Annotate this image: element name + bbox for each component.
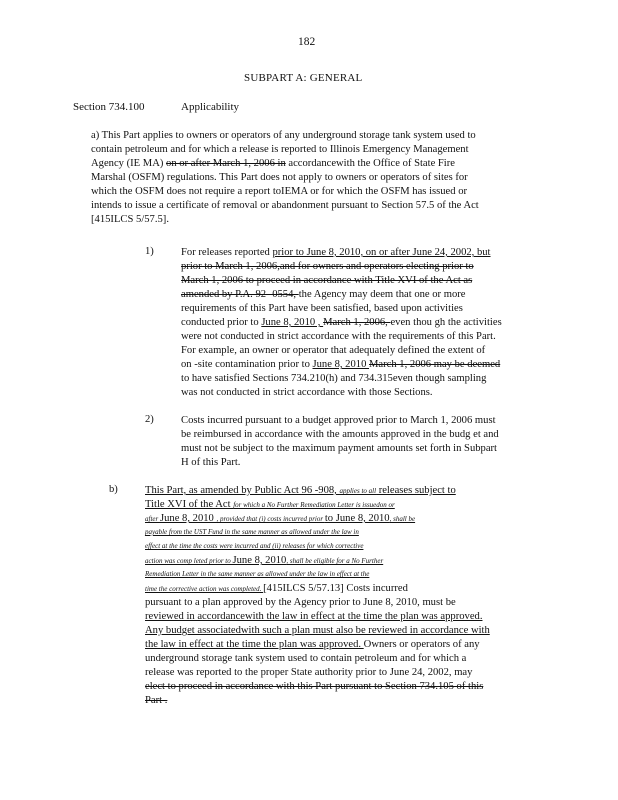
inserted-line: action was comp leted prior to June 8, 2010, shall be eligible for a No Further: [145, 555, 384, 566]
inserted-text: June 8, 2010 ,: [261, 317, 324, 328]
text-line: underground storage tank system used to contain petroleum and for which a: [145, 653, 467, 664]
deleted-text: March 1, 2006 may be deemed: [369, 359, 501, 370]
text-line: Costs incurred pursuant to a budget approved prior to March 1, 2006 must: [181, 415, 496, 426]
text-line: pursuant to a plan approved by the Agency prior to June 8, 2010, must be: [145, 597, 456, 608]
item-label: b): [109, 484, 118, 495]
text-line: be reimbursed in accordance with the amounts approved in the budg et and: [181, 429, 499, 440]
text-line: the law in effect at the time the plan was approved. Owners or operators of any: [145, 639, 480, 650]
text-line: intends to issue a certificate of removal or abandonment pursuant to Section 57.5 of the Act: [91, 200, 479, 211]
text-line: on -site contamination prior to June 8, 2010 March 1, 2006 may be deemed: [181, 359, 501, 370]
text-line: were not conducted in strict accordance with the requirements of this Part.: [181, 331, 496, 342]
inserted-text: June 8, 2010: [312, 359, 370, 370]
text-line: a) This Part applies to owners or operators of any underground storage tank system used to: [91, 130, 476, 141]
deleted-text: amended by P.A. 92 -0554,: [181, 289, 299, 300]
inserted-line: payable from the UST Fund in the same manner as allowed under the law in: [145, 528, 359, 536]
item-label: 1): [145, 246, 154, 257]
inserted-line: This Part, as amended by Public Act 96 -908, applies to all releases subject to: [145, 485, 456, 496]
inserted-line: Any budget associatedwith such a plan must also be reviewed in accordance with: [145, 625, 490, 636]
section-title: Applicability: [181, 101, 240, 113]
page-number: 182: [298, 36, 316, 48]
inserted-line: Remediation Letter in the same manner as allowed under the law in effect at the: [145, 570, 370, 578]
text-line: For releases reported prior to June 8, 2010, on or after June 24, 2002, but: [181, 247, 491, 258]
text-line: must not be subject to the maximum payment amounts set forth in Subpart: [181, 443, 498, 454]
inserted-line: Title XVI of the Act for which a No Further Remediation Letter is issuedon or: [145, 499, 395, 510]
deleted-text: on or after March 1, 2006 in: [166, 158, 286, 169]
text-line: conducted prior to June 8, 2010 , March 1, 2006, even thou gh the activities: [181, 317, 502, 328]
deleted-line: Part .: [145, 695, 168, 706]
text-line: H of this Part.: [181, 457, 241, 468]
text-line: amended by P.A. 92 -0554, the Agency may deem that one or more: [181, 289, 466, 300]
text-line: time the corrective action was completed. [415ILCS 5/57.13] Costs incurred: [145, 583, 408, 594]
text-line: was not conducted in strict accordance with those Sections.: [181, 387, 433, 398]
item-label: 2): [145, 414, 154, 425]
deleted-line: March 1, 2006 to proceed in accordance with Title XVI of the Act as: [181, 275, 473, 286]
text-line: which the OSFM does not require a report toIEMA or for which the OSFM has issued or: [91, 186, 468, 197]
text-line: [415ILCS 5/57.5].: [91, 214, 169, 225]
section-number: Section 734.100: [73, 101, 145, 113]
text-line: Marshal (OSFM) regulations. This Part does not apply to owners or operators of sites for: [91, 172, 468, 183]
text-line: release was reported to the proper State authority prior to June 24, 2002, may: [145, 667, 473, 678]
text-line: requirements of this Part have been satisfied, based upon activities: [181, 303, 463, 314]
deleted-line: prior to March 1, 2006,and for owners and operators electing prior to: [181, 261, 474, 272]
subpart-heading: SUBPART A: GENERAL: [244, 72, 363, 84]
deleted-text: March 1, 2006,: [323, 317, 391, 328]
text-line: to have satisfied Sections 734.210(h) and 734.315even though sampling: [181, 373, 487, 384]
text-line: Agency (IE MA) on or after March 1, 2006 in accordancewith the Office of State Fire: [91, 158, 455, 169]
text-line: contain petroleum and for which a release is reported to Illinois Emergency Management: [91, 144, 469, 155]
inserted-line: reviewed in accordancewith the law in effect at the time the plan was approved.: [145, 611, 483, 622]
inserted-line: effect at the time the costs were incurred and (ii) releases for which corrective: [145, 542, 364, 550]
text-line: For example, an owner or operator that adequately defined the extent of: [181, 345, 486, 356]
inserted-line: after June 8, 2010 , provided that (i) costs incurred prior to June 8, 2010, shall be: [145, 513, 416, 524]
inserted-text: the law in effect at the time the plan was approved.: [145, 639, 364, 650]
deleted-line: elect to proceed in accordance with this Part pursuant to Section 734.105 of this: [145, 681, 484, 692]
inserted-text: prior to June 8, 2010, on or after June 24, 2002, but: [272, 247, 491, 258]
